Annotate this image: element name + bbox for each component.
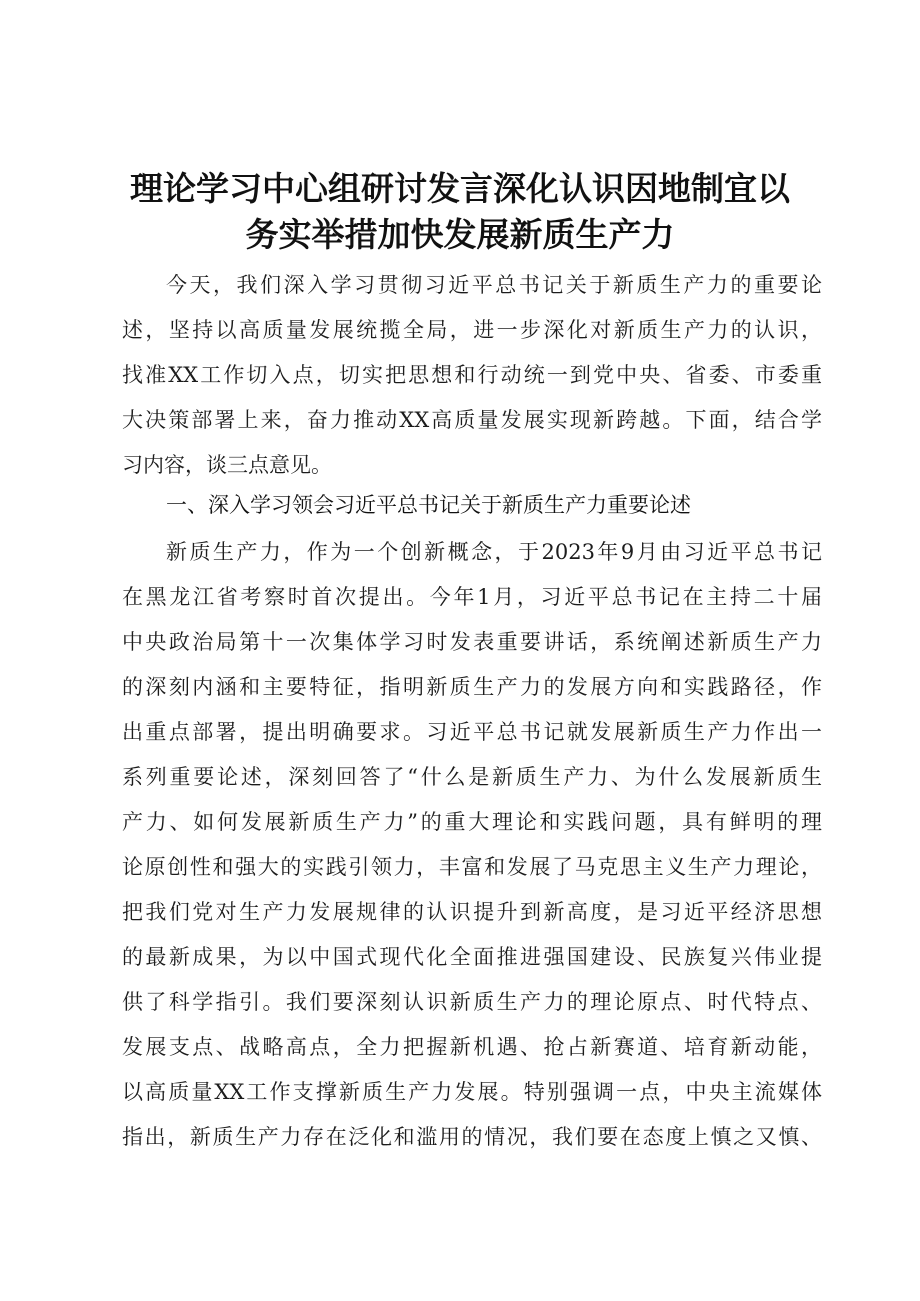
section-heading: 一、深入学习领会习近平总书记关于新质生产力重要论述 [166, 493, 691, 517]
body-paragraph-line: 指出，新质生产力存在泛化和滥用的情况，我们要在态度上慎之又慎、 [122, 1125, 822, 1149]
body-paragraph-line: 中央政治局第十一次集体学习时发表重要讲话，系统阐述新质生产力 [122, 630, 822, 654]
body-paragraph-line: 的最新成果，为以中国式现代化全面推进强国建设、民族复兴伟业提 [122, 945, 822, 969]
intro-paragraph-line: 大决策部署上来，奋力推动XX高质量发展实现新跨越。下面，结合学 [122, 408, 822, 432]
body-paragraph-line: 的深刻内涵和主要特征，指明新质生产力的发展方向和实践路径，作 [122, 675, 822, 699]
intro-paragraph-line: 今天，我们深入学习贯彻习近平总书记关于新质生产力的重要论 [166, 273, 822, 297]
body-paragraph-line: 出重点部署，提出明确要求。习近平总书记就发展新质生产力作出一 [122, 720, 822, 744]
body-paragraph-line: 发展支点、战略高点，全力把握新机遇、抢占新赛道、培育新动能， [122, 1035, 822, 1059]
intro-paragraph-line: 习内容，谈三点意见。 [122, 453, 332, 477]
body-paragraph-line: 新质生产力，作为一个创新概念，于2023年9月由习近平总书记 [166, 540, 822, 564]
document-title-line-2: 务实举措加快发展新质生产力 [245, 215, 675, 254]
intro-paragraph-line: 找准XX工作切入点，切实把思想和行动统一到党中央、省委、市委重 [122, 363, 822, 387]
body-paragraph-line: 以高质量XX工作支撑新质生产力发展。特别强调一点，中央主流媒体 [122, 1080, 822, 1104]
intro-paragraph-line: 述，坚持以高质量发展统揽全局，进一步深化对新质生产力的认识， [122, 318, 822, 342]
body-paragraph-line: 供了科学指引。我们要深刻认识新质生产力的理论原点、时代特点、 [122, 990, 822, 1014]
body-paragraph-line: 系列重要论述，深刻回答了“什么是新质生产力、为什么发展新质生 [122, 765, 822, 789]
document-title-line-1: 理论学习中心组研讨发言深化认识因地制宜以 [130, 169, 790, 208]
body-paragraph-line: 产力、如何发展新质生产力”的重大理论和实践问题，具有鲜明的理 [122, 810, 822, 834]
body-paragraph-line: 把我们党对生产力发展规律的认识提升到新高度，是习近平经济思想 [122, 900, 822, 924]
body-paragraph-line: 论原创性和强大的实践引领力，丰富和发展了马克思主义生产力理论， [122, 855, 822, 879]
body-paragraph-line: 在黑龙江省考察时首次提出。今年1月，习近平总书记在主持二十届 [122, 585, 822, 609]
